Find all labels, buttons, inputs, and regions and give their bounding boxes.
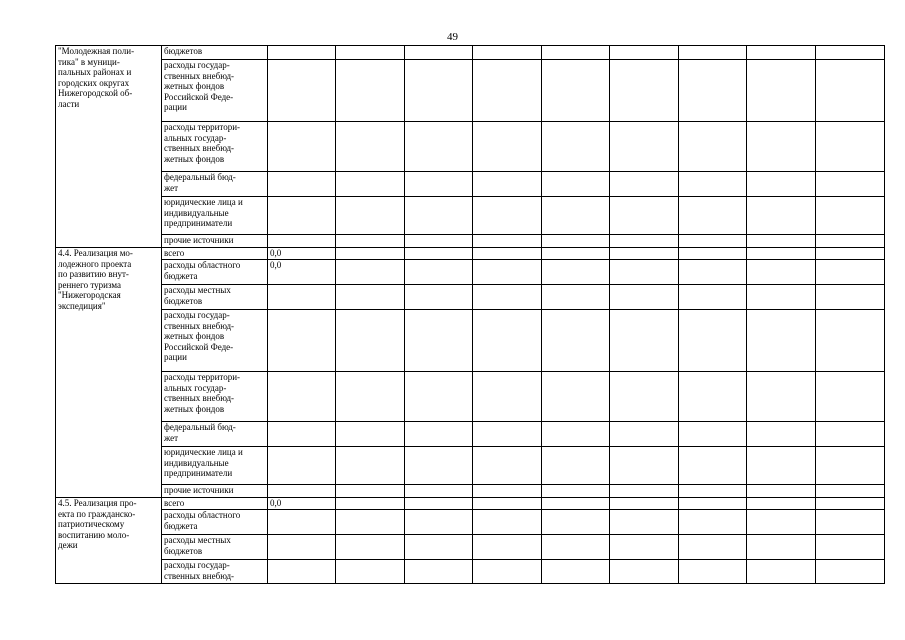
empty-cell bbox=[405, 60, 473, 122]
empty-cell bbox=[405, 535, 473, 560]
table-row bbox=[56, 248, 885, 260]
empty-cell bbox=[473, 235, 542, 248]
empty-cell bbox=[542, 285, 610, 310]
empty-cell bbox=[747, 485, 816, 498]
empty-cell bbox=[473, 535, 542, 560]
empty-cell bbox=[747, 310, 816, 372]
empty-cell bbox=[405, 260, 473, 285]
value-cell bbox=[268, 310, 336, 372]
value-cell bbox=[268, 372, 336, 422]
empty-cell bbox=[405, 422, 473, 447]
empty-cell bbox=[816, 485, 885, 498]
empty-cell bbox=[405, 560, 473, 584]
funding-source-cell: федеральный бюд- жет bbox=[162, 172, 268, 197]
empty-cell bbox=[336, 46, 405, 60]
empty-cell bbox=[473, 60, 542, 122]
empty-cell bbox=[610, 498, 679, 510]
table-row bbox=[56, 172, 885, 197]
value-cell bbox=[268, 510, 336, 535]
empty-cell bbox=[405, 285, 473, 310]
funding-source-cell: расходы территори- альных государ- ственных внебюд- жетных фондов bbox=[162, 122, 268, 172]
empty-cell bbox=[542, 485, 610, 498]
empty-cell bbox=[816, 197, 885, 235]
empty-cell bbox=[542, 46, 610, 60]
program-cell: 4.5. Реализация про- екта по гражданско- патриотическому воспитанию моло- дежи bbox=[56, 498, 162, 584]
empty-cell bbox=[679, 285, 747, 310]
table-row bbox=[56, 447, 885, 485]
empty-cell bbox=[816, 172, 885, 197]
empty-cell bbox=[336, 510, 405, 535]
table-row bbox=[56, 498, 885, 510]
empty-cell bbox=[336, 122, 405, 172]
empty-cell bbox=[747, 560, 816, 584]
funding-source-cell: расходы государ- ственных внебюд- жетных фондов Российской Феде- рации bbox=[162, 60, 268, 122]
value-cell bbox=[268, 422, 336, 447]
funding-source-cell: прочие источники bbox=[162, 235, 268, 248]
empty-cell bbox=[679, 60, 747, 122]
value-cell bbox=[268, 46, 336, 60]
table-row bbox=[56, 46, 885, 60]
funding-table bbox=[55, 45, 885, 584]
empty-cell bbox=[816, 248, 885, 260]
empty-cell bbox=[816, 260, 885, 285]
empty-cell bbox=[610, 560, 679, 584]
empty-cell bbox=[610, 372, 679, 422]
empty-cell bbox=[816, 285, 885, 310]
empty-cell bbox=[747, 248, 816, 260]
empty-cell bbox=[679, 197, 747, 235]
empty-cell bbox=[473, 510, 542, 535]
empty-cell bbox=[336, 372, 405, 422]
empty-cell bbox=[747, 122, 816, 172]
funding-source-cell: расходы областного бюджета bbox=[162, 260, 268, 285]
empty-cell bbox=[542, 310, 610, 372]
empty-cell bbox=[542, 535, 610, 560]
empty-cell bbox=[336, 422, 405, 447]
empty-cell bbox=[610, 260, 679, 285]
empty-cell bbox=[610, 60, 679, 122]
funding-source-cell: всего bbox=[162, 248, 268, 260]
empty-cell bbox=[610, 447, 679, 485]
empty-cell bbox=[747, 197, 816, 235]
empty-cell bbox=[747, 372, 816, 422]
empty-cell bbox=[405, 122, 473, 172]
funding-source-cell: федеральный бюд- жет bbox=[162, 422, 268, 447]
funding-source-cell: бюджетов bbox=[162, 46, 268, 60]
empty-cell bbox=[405, 498, 473, 510]
empty-cell bbox=[405, 172, 473, 197]
empty-cell bbox=[747, 535, 816, 560]
empty-cell bbox=[336, 235, 405, 248]
empty-cell bbox=[610, 285, 679, 310]
empty-cell bbox=[405, 248, 473, 260]
empty-cell bbox=[473, 372, 542, 422]
program-cell: 4.4. Реализация мо- лодежного проекта по развитию внут- реннего туризма "Нижегородская экспедиция" bbox=[56, 248, 162, 498]
empty-cell bbox=[816, 310, 885, 372]
empty-cell bbox=[473, 447, 542, 485]
funding-source-cell: расходы областного бюджета bbox=[162, 510, 268, 535]
empty-cell bbox=[816, 46, 885, 60]
empty-cell bbox=[679, 310, 747, 372]
table-row bbox=[56, 510, 885, 535]
empty-cell bbox=[610, 172, 679, 197]
table-row bbox=[56, 260, 885, 285]
empty-cell bbox=[336, 560, 405, 584]
empty-cell bbox=[816, 235, 885, 248]
value-cell bbox=[268, 122, 336, 172]
empty-cell bbox=[336, 285, 405, 310]
empty-cell bbox=[816, 60, 885, 122]
empty-cell bbox=[336, 310, 405, 372]
empty-cell bbox=[679, 248, 747, 260]
empty-cell bbox=[610, 235, 679, 248]
table-row bbox=[56, 560, 885, 584]
empty-cell bbox=[473, 422, 542, 447]
empty-cell bbox=[542, 447, 610, 485]
empty-cell bbox=[473, 485, 542, 498]
empty-cell bbox=[679, 535, 747, 560]
empty-cell bbox=[405, 447, 473, 485]
empty-cell bbox=[610, 510, 679, 535]
table-row bbox=[56, 485, 885, 498]
value-cell bbox=[268, 235, 336, 248]
table-row bbox=[56, 310, 885, 372]
empty-cell bbox=[679, 172, 747, 197]
empty-cell bbox=[679, 46, 747, 60]
empty-cell bbox=[816, 122, 885, 172]
empty-cell bbox=[542, 60, 610, 122]
empty-cell bbox=[336, 197, 405, 235]
funding-source-cell: юридические лица и индивидуальные предприниматели bbox=[162, 197, 268, 235]
empty-cell bbox=[747, 285, 816, 310]
value-cell: 0,0 bbox=[268, 260, 336, 285]
empty-cell bbox=[473, 560, 542, 584]
table-row bbox=[56, 285, 885, 310]
value-cell bbox=[268, 485, 336, 498]
empty-cell bbox=[679, 510, 747, 535]
table-body bbox=[56, 46, 885, 584]
empty-cell bbox=[542, 248, 610, 260]
empty-cell bbox=[542, 422, 610, 447]
empty-cell bbox=[747, 46, 816, 60]
empty-cell bbox=[542, 372, 610, 422]
empty-cell bbox=[542, 197, 610, 235]
empty-cell bbox=[679, 485, 747, 498]
empty-cell bbox=[679, 122, 747, 172]
empty-cell bbox=[747, 498, 816, 510]
value-cell bbox=[268, 172, 336, 197]
empty-cell bbox=[679, 498, 747, 510]
empty-cell bbox=[336, 172, 405, 197]
empty-cell bbox=[679, 372, 747, 422]
value-cell: 0,0 bbox=[268, 248, 336, 260]
empty-cell bbox=[679, 235, 747, 248]
program-cell: "Молодежная поли- тика" в муници- пальных районах и городских округах Нижегородской об- ласти bbox=[56, 46, 162, 248]
value-cell bbox=[268, 197, 336, 235]
funding-source-cell: расходы территори- альных государ- ственных внебюд- жетных фондов bbox=[162, 372, 268, 422]
empty-cell bbox=[473, 310, 542, 372]
empty-cell bbox=[336, 485, 405, 498]
funding-source-cell: всего bbox=[162, 498, 268, 510]
empty-cell bbox=[405, 235, 473, 248]
empty-cell bbox=[679, 447, 747, 485]
table-row bbox=[56, 197, 885, 235]
empty-cell bbox=[610, 535, 679, 560]
empty-cell bbox=[679, 260, 747, 285]
empty-cell bbox=[473, 285, 542, 310]
empty-cell bbox=[747, 235, 816, 248]
empty-cell bbox=[542, 235, 610, 248]
empty-cell bbox=[816, 422, 885, 447]
empty-cell bbox=[747, 510, 816, 535]
empty-cell bbox=[336, 248, 405, 260]
empty-cell bbox=[473, 197, 542, 235]
empty-cell bbox=[542, 560, 610, 584]
empty-cell bbox=[816, 447, 885, 485]
empty-cell bbox=[542, 172, 610, 197]
page-number: 49 bbox=[447, 31, 458, 43]
empty-cell bbox=[405, 46, 473, 60]
empty-cell bbox=[405, 372, 473, 422]
empty-cell bbox=[405, 197, 473, 235]
empty-cell bbox=[473, 46, 542, 60]
empty-cell bbox=[405, 485, 473, 498]
empty-cell bbox=[747, 447, 816, 485]
table-row bbox=[56, 372, 885, 422]
empty-cell bbox=[336, 260, 405, 285]
empty-cell bbox=[336, 60, 405, 122]
empty-cell bbox=[679, 422, 747, 447]
value-cell bbox=[268, 285, 336, 310]
empty-cell bbox=[542, 510, 610, 535]
empty-cell bbox=[610, 122, 679, 172]
empty-cell bbox=[336, 498, 405, 510]
funding-source-cell: расходы местных бюджетов bbox=[162, 535, 268, 560]
empty-cell bbox=[473, 122, 542, 172]
empty-cell bbox=[816, 498, 885, 510]
value-cell bbox=[268, 60, 336, 122]
funding-source-cell: юридические лица и индивидуальные предприниматели bbox=[162, 447, 268, 485]
value-cell bbox=[268, 560, 336, 584]
empty-cell bbox=[610, 46, 679, 60]
funding-source-cell: расходы государ- ственных внебюд- жетных фондов Российской Феде- рации bbox=[162, 310, 268, 372]
funding-source-cell: прочие источники bbox=[162, 485, 268, 498]
empty-cell bbox=[679, 560, 747, 584]
empty-cell bbox=[542, 260, 610, 285]
table-row bbox=[56, 235, 885, 248]
empty-cell bbox=[816, 535, 885, 560]
value-cell: 0,0 bbox=[268, 498, 336, 510]
empty-cell bbox=[473, 248, 542, 260]
empty-cell bbox=[610, 310, 679, 372]
empty-cell bbox=[610, 248, 679, 260]
funding-source-cell: расходы государ- ственных внебюд- bbox=[162, 560, 268, 584]
empty-cell bbox=[336, 447, 405, 485]
empty-cell bbox=[610, 197, 679, 235]
empty-cell bbox=[405, 310, 473, 372]
empty-cell bbox=[473, 172, 542, 197]
empty-cell bbox=[542, 122, 610, 172]
table-row bbox=[56, 60, 885, 122]
empty-cell bbox=[747, 60, 816, 122]
empty-cell bbox=[336, 535, 405, 560]
empty-cell bbox=[747, 422, 816, 447]
empty-cell bbox=[473, 498, 542, 510]
empty-cell bbox=[816, 510, 885, 535]
value-cell bbox=[268, 447, 336, 485]
empty-cell bbox=[747, 260, 816, 285]
funding-source-cell: расходы местных бюджетов bbox=[162, 285, 268, 310]
table-row bbox=[56, 422, 885, 447]
table-row bbox=[56, 122, 885, 172]
table-row bbox=[56, 535, 885, 560]
empty-cell bbox=[610, 422, 679, 447]
empty-cell bbox=[816, 372, 885, 422]
empty-cell bbox=[610, 485, 679, 498]
value-cell bbox=[268, 535, 336, 560]
empty-cell bbox=[542, 498, 610, 510]
empty-cell bbox=[816, 560, 885, 584]
empty-cell bbox=[405, 510, 473, 535]
empty-cell bbox=[747, 172, 816, 197]
empty-cell bbox=[473, 260, 542, 285]
